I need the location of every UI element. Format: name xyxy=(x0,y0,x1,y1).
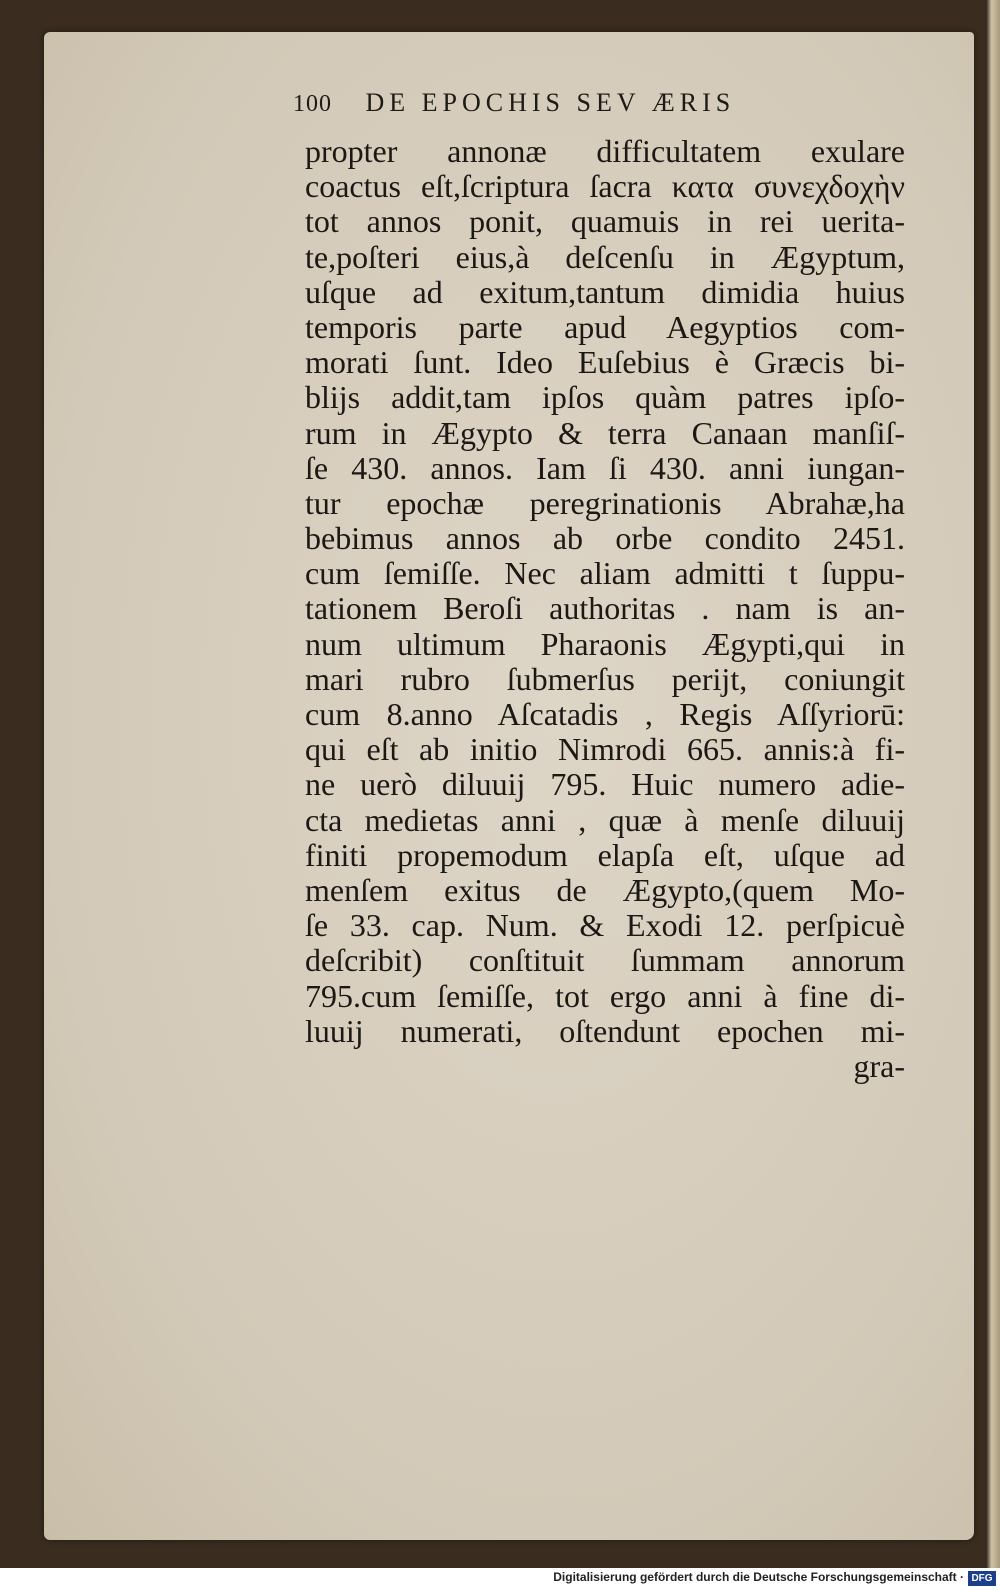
text-line: tot annos ponit, quamuis in rei uerita- xyxy=(305,203,905,240)
text-line: te,poſteri eius,à deſcenſu in Ægyptum, xyxy=(305,238,905,275)
text-line: bebimus annos ab orbe condito 2451. xyxy=(305,520,905,557)
text-line: rum in Ægypto & terra Canaan manſiſ- xyxy=(305,414,905,451)
text-line: propter annonæ difficultatem exulare xyxy=(305,133,905,169)
text-line: 795.cum ſemiſſe, tot ergo anni à fine di- xyxy=(305,977,905,1014)
text-line: cta medietas anni , quæ à menſe diluuij xyxy=(305,801,905,838)
text-line: menſem exitus de Ægypto,(quem Mo- xyxy=(305,871,905,908)
text-line: coactus eſt,ſcriptura ſacra κατα συνεχδοχὴν xyxy=(305,168,905,205)
text-line: qui eſt ab initio Nimrodi 665. annis:à fi- xyxy=(305,731,905,768)
body-text xyxy=(305,134,905,1084)
catchword: gra- xyxy=(853,1047,905,1084)
text-line: uſque ad exitum,tantum dimidia huius xyxy=(305,273,905,310)
book-spine-edge xyxy=(986,0,1000,1568)
text-line: ne uerò diluuij 795. Huic numero adie- xyxy=(305,766,905,803)
text-line: blijs addit,tam ipſos quàm patres ipſo- xyxy=(305,379,905,416)
page-number: 100 xyxy=(293,91,332,117)
text-line: deſcribit) conſtituit ſummam annorum xyxy=(305,942,905,979)
text-line: cum ſemiſſe. Nec aliam admitti t ſuppu- xyxy=(305,555,905,592)
running-header xyxy=(293,88,853,128)
text-line: morati ſunt. Ideo Euſebius è Græcis bi- xyxy=(305,344,905,381)
text-line: ſe 33. cap. Num. & Exodi 12. perſpicuè xyxy=(305,907,905,944)
dfg-logo: DFG xyxy=(968,1571,996,1586)
text-line: cum 8.anno Aſcatadis , Regis Aſſyriorū: xyxy=(305,696,905,732)
text-line: mari rubro ſubmerſus perijt, coniungit xyxy=(305,660,905,697)
text-line: luuij numerati, oſtendunt epochen mi- xyxy=(305,1012,905,1049)
funding-credit-text: Digitalisierung gefördert durch die Deutsche Forschungsgemeinschaft · xyxy=(553,1570,964,1584)
text-line: temporis parte apud Aegyptios com- xyxy=(305,308,905,345)
text-line: tur epochæ peregrinationis Abrahæ,ha xyxy=(305,484,905,521)
text-line: finiti propemodum elapſa eſt, uſque ad xyxy=(305,836,905,873)
text-line: num ultimum Pharaonis Ægypti,qui in xyxy=(305,625,905,662)
text-line: tationem Beroſi authoritas . nam is an- xyxy=(305,590,905,627)
text-line: ſe 430. annos. Iam ſi 430. anni iungan- xyxy=(305,449,905,486)
digitization-credit-bar xyxy=(0,1568,1000,1590)
running-title: DE EPOCHIS SEV ÆRIS xyxy=(365,88,736,117)
